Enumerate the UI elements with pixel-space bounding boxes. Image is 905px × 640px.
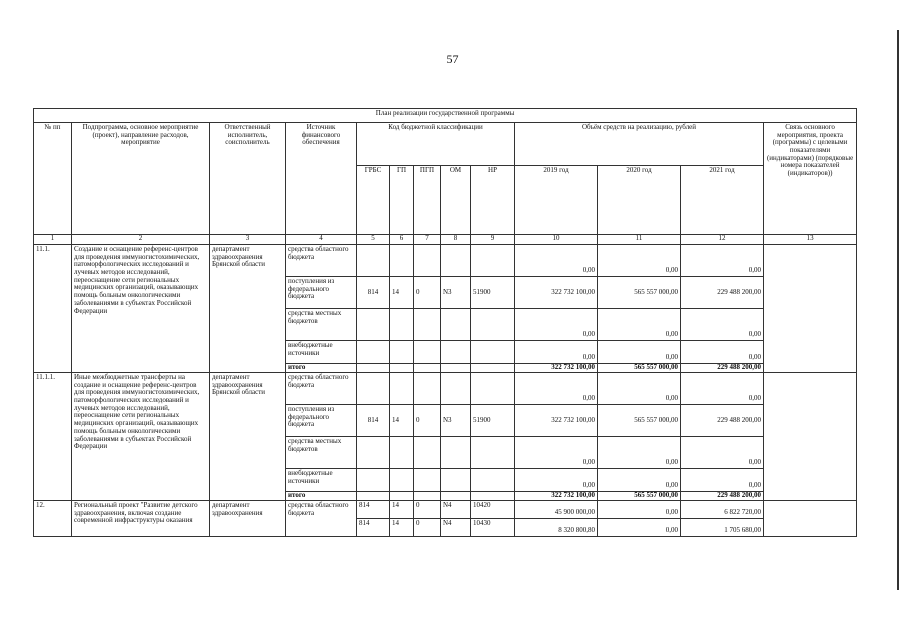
amount-2019: 45 900 000,00 xyxy=(515,501,598,519)
np-cell xyxy=(471,245,515,277)
total-2021: 229 488 200,00 xyxy=(681,492,764,501)
pgp-cell: 0 xyxy=(414,405,441,437)
np-cell: 10430 xyxy=(471,519,515,537)
om-cell xyxy=(441,437,471,469)
row-number: 12. xyxy=(34,501,72,537)
amount-2019: 322 732 100,00 xyxy=(515,405,598,437)
total-2020: 565 557 000,00 xyxy=(598,364,681,373)
amount-2020: 0,00 xyxy=(598,309,681,341)
amount-2019: 0,00 xyxy=(515,341,598,364)
header-2019: 2019 год xyxy=(515,166,598,235)
amount-2021: 1 705 680,00 xyxy=(681,519,764,537)
table-row xyxy=(34,373,857,405)
column-index: 13 xyxy=(764,235,857,245)
funding-source: поступления из федерального бюджета xyxy=(286,405,357,437)
np-cell: 10420 xyxy=(471,501,515,519)
amount-2021: 0,00 xyxy=(681,437,764,469)
amount-2021: 0,00 xyxy=(681,245,764,277)
gp-cell: 14 xyxy=(390,277,414,309)
measure-name: Создание и оснащение референс-центров для проведения иммуногистохимических, патоморфологических исследований и лучевых методов исследований, переоснащение сети региональных медицинских организаций, оказывающих помощь больным онкологическими заболеваниями в субъектах Российской Федерации xyxy=(72,245,210,373)
column-index: 10 xyxy=(515,235,598,245)
gp-cell xyxy=(390,245,414,277)
amount-2020: 0,00 xyxy=(598,501,681,519)
header-grbs: ГРБС xyxy=(357,166,390,235)
total-2019: 322 732 100,00 xyxy=(515,364,598,373)
funding-source: средства местных бюджетов xyxy=(286,437,357,469)
header-2020: 2020 год xyxy=(598,166,681,235)
om-cell: N3 xyxy=(441,405,471,437)
amount-2020: 0,00 xyxy=(598,341,681,364)
grbs-cell xyxy=(357,437,390,469)
grbs-cell: 814 xyxy=(357,405,390,437)
column-index: 6 xyxy=(390,235,414,245)
om-cell xyxy=(441,245,471,277)
funding-source: внебюджетные источники xyxy=(286,469,357,492)
pgp-cell: 0 xyxy=(414,519,441,537)
column-index-row xyxy=(34,235,857,245)
amount-2019: 8 320 800,80 xyxy=(515,519,598,537)
grbs-cell: 814 xyxy=(357,501,390,519)
funding-source: средства областного бюджета xyxy=(286,245,357,277)
column-index: 1 xyxy=(34,235,72,245)
pgp-cell: 0 xyxy=(414,501,441,519)
header-om: ОМ xyxy=(441,166,471,235)
column-index: 12 xyxy=(681,235,764,245)
om-cell xyxy=(441,469,471,492)
gp-cell xyxy=(390,309,414,341)
pgp-cell: 0 xyxy=(414,277,441,309)
amount-2020: 0,00 xyxy=(598,519,681,537)
page-edge-line xyxy=(897,30,899,590)
amount-2020: 0,00 xyxy=(598,437,681,469)
gp-cell: 14 xyxy=(390,405,414,437)
grbs-cell xyxy=(357,469,390,492)
amount-2021: 0,00 xyxy=(681,373,764,405)
gp-cell xyxy=(390,373,414,405)
om-cell xyxy=(441,373,471,405)
om-cell: N4 xyxy=(441,501,471,519)
measure-executor: департамент здравоохранения Брянской области xyxy=(210,245,286,373)
amount-2020: 565 557 000,00 xyxy=(598,405,681,437)
header-2021: 2021 год xyxy=(681,166,764,235)
column-index: 3 xyxy=(210,235,286,245)
header-pgp: ПГП xyxy=(414,166,441,235)
amount-2020: 0,00 xyxy=(598,245,681,277)
column-index: 8 xyxy=(441,235,471,245)
amount-2019: 0,00 xyxy=(515,245,598,277)
amount-2021: 0,00 xyxy=(681,469,764,492)
column-index: 5 xyxy=(357,235,390,245)
amount-2019: 0,00 xyxy=(515,437,598,469)
np-cell: 51900 xyxy=(471,405,515,437)
om-cell: N3 xyxy=(441,277,471,309)
gp-cell: 14 xyxy=(390,519,414,537)
amount-2021: 229 488 200,00 xyxy=(681,405,764,437)
om-cell: N4 xyxy=(441,519,471,537)
column-index: 9 xyxy=(471,235,515,245)
header-num: № пп xyxy=(34,123,72,235)
np-cell xyxy=(471,341,515,364)
om-cell xyxy=(441,341,471,364)
row-number: 11.1. xyxy=(34,245,72,373)
indicator-link xyxy=(764,373,857,501)
measure-name: Региональный проект "Развитие детского здравоохранения, включая создание современной инфраструктуры оказания xyxy=(72,501,210,537)
grbs-cell xyxy=(357,309,390,341)
column-index: 2 xyxy=(72,235,210,245)
column-index: 7 xyxy=(414,235,441,245)
column-index: 4 xyxy=(286,235,357,245)
amount-2020: 0,00 xyxy=(598,373,681,405)
pgp-cell xyxy=(414,469,441,492)
header-name: Подпрограмма, основное мероприятие (проект), направление расходов, мероприятие xyxy=(72,123,210,235)
total-2021: 229 488 200,00 xyxy=(681,364,764,373)
amount-2020: 0,00 xyxy=(598,469,681,492)
om-cell xyxy=(441,309,471,341)
measure-executor: департамент здравоохранения Брянской области xyxy=(210,373,286,501)
gp-cell xyxy=(390,469,414,492)
grbs-cell: 814 xyxy=(357,277,390,309)
funding-source: внебюджетные источники xyxy=(286,341,357,364)
gp-cell xyxy=(390,341,414,364)
amount-2020: 565 557 000,00 xyxy=(598,277,681,309)
amount-2021: 6 822 720,00 xyxy=(681,501,764,519)
np-cell xyxy=(471,437,515,469)
amount-2021: 0,00 xyxy=(681,341,764,364)
grbs-cell xyxy=(357,341,390,364)
table-row xyxy=(34,245,857,277)
amount-2021: 0,00 xyxy=(681,309,764,341)
amount-2019: 0,00 xyxy=(515,469,598,492)
header-np: НР xyxy=(471,166,515,235)
table-row xyxy=(34,501,857,519)
funding-source: поступления из федерального бюджета xyxy=(286,277,357,309)
indicator-link xyxy=(764,245,857,373)
amount-2019: 0,00 xyxy=(515,373,598,405)
gp-cell xyxy=(390,437,414,469)
amount-2021: 229 488 200,00 xyxy=(681,277,764,309)
pgp-cell xyxy=(414,309,441,341)
gp-cell: 14 xyxy=(390,501,414,519)
table-title: План реализации государственной программы xyxy=(34,109,857,123)
amount-2019: 0,00 xyxy=(515,309,598,341)
row-number: 11.1.1. xyxy=(34,373,72,501)
header-gp: ГП xyxy=(390,166,414,235)
header-budget-code: Код бюджетной классификации xyxy=(357,123,515,166)
pgp-cell xyxy=(414,373,441,405)
pgp-cell xyxy=(414,341,441,364)
header-source: Источник финансового обеспечения xyxy=(286,123,357,235)
budget-plan-table xyxy=(33,108,857,537)
np-cell xyxy=(471,469,515,492)
amount-2019: 322 732 100,00 xyxy=(515,277,598,309)
np-cell xyxy=(471,309,515,341)
np-cell xyxy=(471,373,515,405)
funding-source: средства областного бюджета xyxy=(286,373,357,405)
total-2020: 565 557 000,00 xyxy=(598,492,681,501)
indicator-link xyxy=(764,501,857,537)
pgp-cell xyxy=(414,245,441,277)
total-label: итого xyxy=(286,364,357,373)
funding-source: средства местных бюджетов xyxy=(286,309,357,341)
header-executor: Ответственный исполнитель, соисполнитель xyxy=(210,123,286,235)
measure-name: Иные межбюджетные трансферты на создание и оснащение референс-центров для проведения иммуногистохимических, патоморфологических исследований и лучевых методов исследований, переоснащение сети региональных медицинских организаций, оказывающих помощь больным онкологическими заболеваниями в субъектах Российской Федерации xyxy=(72,373,210,501)
column-index: 11 xyxy=(598,235,681,245)
grbs-cell: 814 xyxy=(357,519,390,537)
header-link: Связь основного мероприятия, проекта (программы) с целевыми показателями (индикаторами) (порядковые номера показателей (индикаторов)) xyxy=(764,123,857,235)
pgp-cell xyxy=(414,437,441,469)
grbs-cell xyxy=(357,245,390,277)
total-label: итого xyxy=(286,492,357,501)
page-number: 57 xyxy=(446,52,459,66)
measure-executor: департамент здравоохранения xyxy=(210,501,286,537)
total-2019: 322 732 100,00 xyxy=(515,492,598,501)
grbs-cell xyxy=(357,373,390,405)
funding-source: средства областного бюджета xyxy=(286,501,357,537)
header-volume: Объём средств на реализацию, рублей xyxy=(515,123,764,166)
np-cell: 51900 xyxy=(471,277,515,309)
